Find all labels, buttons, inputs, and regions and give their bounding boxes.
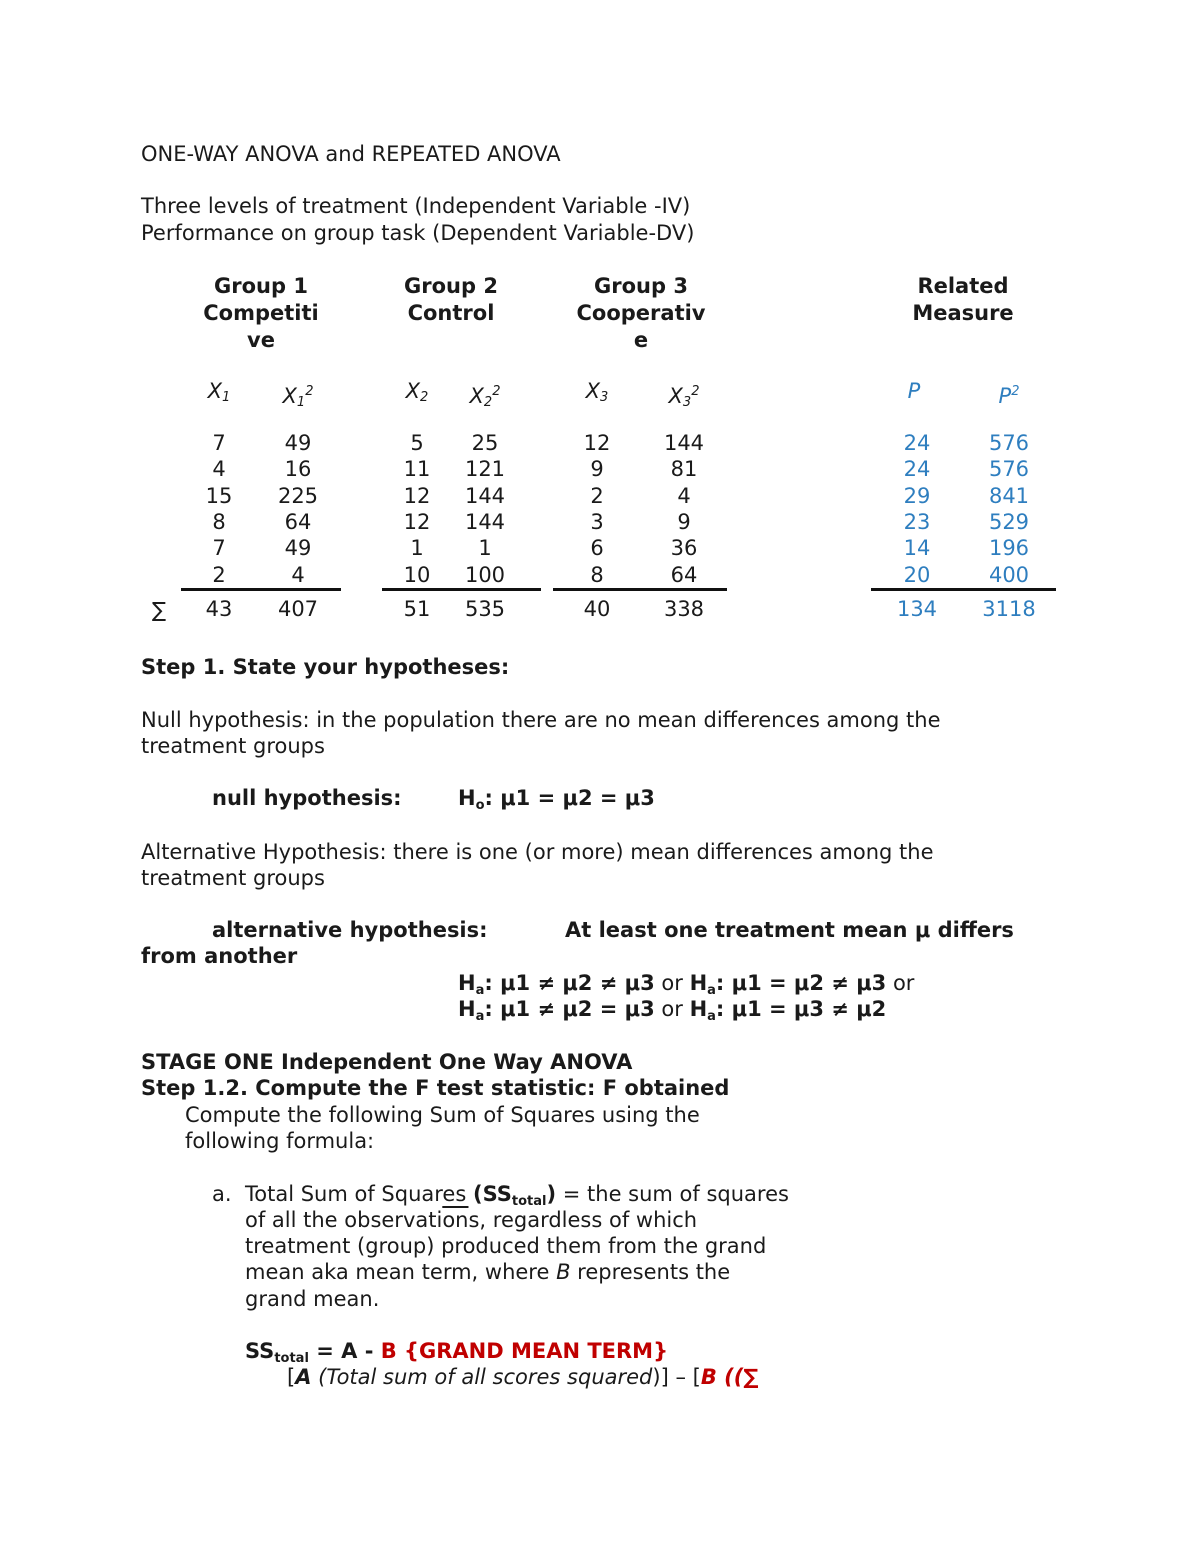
page-title: ONE-WAY ANOVA and REPEATED ANOVA [141, 142, 561, 166]
cell-x2: 11 [403, 457, 431, 481]
group-2-header: Group 2 Control [404, 274, 498, 325]
step1-heading: Step 1. State your hypotheses: [141, 655, 510, 679]
ss-total-def-line3: treatment (group) produced them from the grand [245, 1234, 767, 1258]
ss-total-def-line5: grand mean. [245, 1287, 380, 1311]
cell-p2: 841 [988, 484, 1030, 508]
cell-x2: 1 [410, 536, 424, 560]
alt-formula-line2: Ha: μ1 ≠ μ2 = μ3 or Ha: μ1 = μ3 ≠ μ2 [458, 997, 887, 1024]
cell-x3sq: 81 [670, 457, 698, 481]
cell-x2: 5 [410, 431, 424, 455]
sum-rule-related [871, 588, 1056, 591]
alt-hypothesis-desc: At least one treatment mean μ differs [565, 918, 1014, 942]
group-3-header: Group 3 Cooperativ e [576, 274, 706, 352]
cell-x3: 6 [590, 536, 604, 560]
col-x1-header: $X_1$ [207, 379, 231, 405]
alt-formula-line1: Ha: μ1 ≠ μ2 ≠ μ3 or Ha: μ1 = μ2 ≠ μ3 or [458, 971, 915, 998]
alt-text-line1: Alternative Hypothesis: there is one (or more) mean differences among the [141, 840, 934, 864]
alt-text-line2: treatment groups [141, 866, 325, 890]
sum-x1: 43 [205, 597, 233, 621]
cell-x1: 15 [205, 484, 233, 508]
cell-x3: 3 [590, 510, 604, 534]
col-x2sq-header: $X_2^2$ [469, 384, 501, 410]
cell-p: 24 [903, 457, 931, 481]
group-1-header: Group 1 Competiti ve [203, 274, 319, 352]
cell-x1sq: 49 [284, 431, 312, 455]
cell-x3sq: 144 [663, 431, 705, 455]
ss-total-def-line1: Total Sum of Squares (SStotal) = the sum of squares [245, 1182, 789, 1209]
cell-x2sq: 25 [471, 431, 499, 455]
cell-x1sq: 64 [284, 510, 312, 534]
cell-x1sq: 49 [284, 536, 312, 560]
cell-x1: 2 [212, 563, 226, 587]
compute-text-line2: following formula: [185, 1129, 375, 1153]
cell-x2: 10 [403, 563, 431, 587]
ss-total-def-line2: of all the $observati\overline{on}s$, regardless of which [245, 1208, 698, 1232]
cell-x3sq: 9 [677, 510, 691, 534]
cell-x1sq: 225 [277, 484, 319, 508]
step-1-2-heading: Step 1.2. Compute the F test statistic: F obtained [141, 1076, 730, 1100]
cell-x3: 12 [583, 431, 611, 455]
cell-x3sq: 4 [677, 484, 691, 508]
sum-p: 134 [896, 597, 938, 621]
cell-x2sq: 144 [464, 484, 506, 508]
sum-x3sq: 338 [663, 597, 705, 621]
cell-p2: 529 [988, 510, 1030, 534]
sum-p2: 3118 [982, 597, 1036, 621]
cell-x3sq: 64 [670, 563, 698, 587]
ss-total-formula: SStotal = A - B {GRAND MEAN TERM} [245, 1339, 669, 1366]
cell-x3: 8 [590, 563, 604, 587]
cell-x2sq: 1 [478, 536, 492, 560]
null-hypothesis-formula: Ho: μ1 = μ2 = μ3 [458, 786, 655, 813]
intro-dv-line: Performance on group task (Dependent Variable-DV) [141, 221, 695, 245]
cell-p: 23 [903, 510, 931, 534]
cell-p2: 400 [988, 563, 1030, 587]
cell-x2: 12 [403, 510, 431, 534]
sum-x2sq: 535 [464, 597, 506, 621]
col-x2-header: $X_2$ [405, 379, 429, 405]
related-measure-header: Related Measure [912, 274, 1014, 325]
null-text-line1: Null hypothesis: in the population there are no mean differences among the [141, 708, 941, 732]
cell-x1sq: 16 [284, 457, 312, 481]
compute-text-line1: Compute the following Sum of Squares using the [185, 1103, 700, 1127]
sum-rule-group-1 [181, 588, 341, 591]
cell-x1sq: 4 [291, 563, 305, 587]
cell-p2: 576 [988, 431, 1030, 455]
stage-one-heading: STAGE ONE Independent One Way ANOVA [141, 1050, 633, 1074]
null-text-line2: treatment groups [141, 734, 325, 758]
intro-iv-line: Three levels of treatment (Independent Variable -IV) [141, 194, 691, 218]
alt-hypothesis-desc-cont: from another [141, 944, 298, 968]
col-p2-header: $P^2$ [998, 384, 1020, 408]
ss-total-def-line4: mean aka mean term, where B represents the [245, 1260, 731, 1284]
cell-p: 20 [903, 563, 931, 587]
cell-p: 29 [903, 484, 931, 508]
sum-rule-group-3 [553, 588, 727, 591]
cell-x2sq: 121 [464, 457, 506, 481]
cell-x1: 8 [212, 510, 226, 534]
cell-x3: 9 [590, 457, 604, 481]
cell-x1: 7 [212, 431, 226, 455]
cell-p2: 196 [988, 536, 1030, 560]
cell-x1: 4 [212, 457, 226, 481]
cell-p: 14 [903, 536, 931, 560]
sum-x1sq: 407 [277, 597, 319, 621]
sum-rule-group-2 [382, 588, 541, 591]
cell-x3sq: 36 [670, 536, 698, 560]
col-x1sq-header: $X_1^2$ [282, 384, 314, 410]
sum-x2: 51 [403, 597, 431, 621]
sum-x3: 40 [583, 597, 611, 621]
cell-x2sq: 144 [464, 510, 506, 534]
col-x3sq-header: $X_3^2$ [668, 384, 700, 410]
alt-hypothesis-label: alternative hypothesis: [212, 918, 488, 942]
ss-total-expansion: [A (Total sum of all scores squared)] – [B ((∑ [287, 1365, 759, 1389]
cell-x2: 12 [403, 484, 431, 508]
cell-x2sq: 100 [464, 563, 506, 587]
cell-x1: 7 [212, 536, 226, 560]
sum-symbol: ∑ [152, 598, 167, 622]
cell-p: 24 [903, 431, 931, 455]
null-hypothesis-label: null hypothesis: [212, 786, 402, 810]
cell-p2: 576 [988, 457, 1030, 481]
col-x3-header: $X_3$ [585, 379, 609, 405]
cell-x3: 2 [590, 484, 604, 508]
list-marker-a: a. [212, 1182, 232, 1206]
col-p-header: P [907, 379, 921, 403]
